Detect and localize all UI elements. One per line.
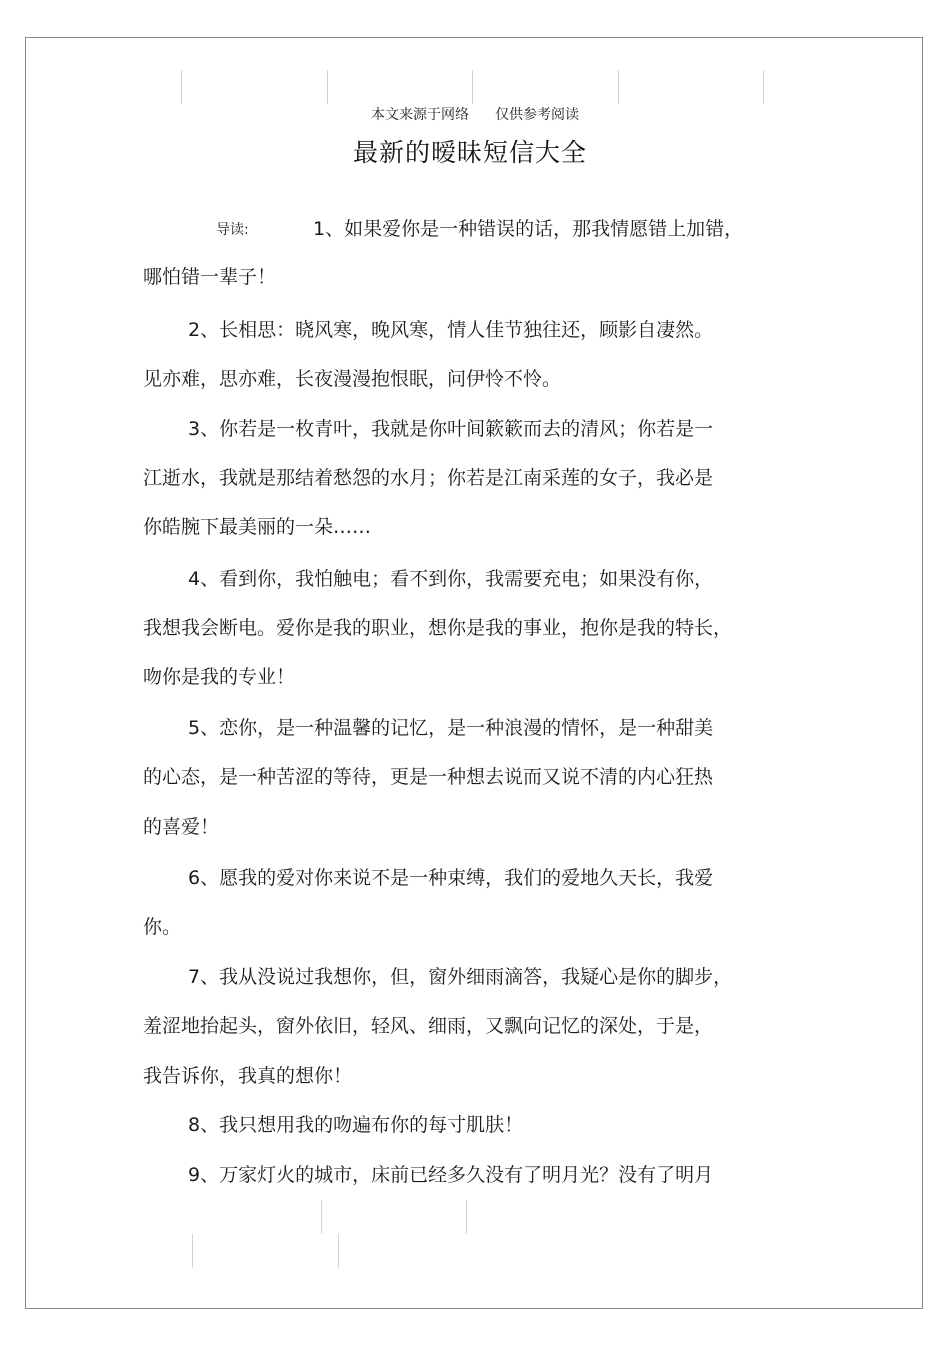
body-line: 6、愿我的爱对你来说不是一种束缚，我们的爱地久天长，我爱: [188, 867, 714, 889]
body-line: 你皓腕下最美丽的一朵……: [143, 516, 372, 538]
body-line: 的喜爱！: [143, 816, 220, 838]
body-line: 江逝水，我就是那结着愁怨的水月；你若是江南采莲的女子，我必是: [143, 467, 714, 489]
body-line: 哪怕错一辈子！: [143, 266, 277, 288]
scan-mark: [338, 1234, 339, 1268]
body-line: 8、我只想用我的吻遍布你的每寸肌肤！: [188, 1114, 524, 1136]
scan-mark: [327, 70, 328, 104]
body-line: 的心态，是一种苦涩的等待，更是一种想去说而又说不清的内心狂热: [143, 766, 714, 788]
body-line: 我告诉你，我真的想你！: [143, 1065, 353, 1087]
page-title: 最新的暧昧短信大全: [352, 138, 587, 167]
scan-mark: [321, 1200, 322, 1234]
scan-mark: [466, 1200, 467, 1234]
body-line: 吻你是我的专业！: [143, 666, 296, 688]
body-line: 2、长相思：晓风寒，晚风寒，情人佳节独往还，顾影自凄然。: [188, 319, 714, 341]
body-line: 我想我会断电。爱你是我的职业，想你是我的事业，抱你是我的特长，: [143, 617, 733, 639]
scan-mark: [763, 70, 764, 104]
body-line: 羞涩地抬起头，窗外依旧，轻风、细雨，又飘向记忆的深处，于是，: [143, 1015, 714, 1037]
body-line: 见亦难，思亦难，长夜漫漫抱恨眠，问伊怜不怜。: [143, 368, 562, 390]
body-line: 4、看到你，我怕触电；看不到你，我需要充电；如果没有你，: [188, 568, 714, 590]
scan-mark: [472, 70, 473, 104]
source-note: 本文来源于网络: [371, 107, 469, 123]
reference-note: 仅供参考阅读: [495, 107, 579, 123]
header-note: [0, 104, 950, 124]
scan-mark: [192, 1234, 193, 1268]
body-line: 5、恋你，是一种温馨的记忆，是一种浪漫的情怀，是一种甜美: [188, 717, 714, 739]
scan-mark: [181, 70, 182, 104]
body-line: 9、万家灯火的城市，床前已经多久没有了明月光？没有了明月: [188, 1164, 714, 1186]
body-line: 1、如果爱你是一种错误的话，那我情愿错上加错，: [313, 218, 744, 240]
scan-mark: [618, 70, 619, 104]
body-line: 你。: [143, 916, 182, 938]
body-line: 7、我从没说过我想你，但，窗外细雨滴答，我疑心是你的脚步，: [188, 966, 733, 988]
lead-label: 导读:: [216, 222, 249, 238]
body-line: 3、你若是一枚青叶，我就是你叶间簌簌而去的清风；你若是一: [188, 418, 714, 440]
